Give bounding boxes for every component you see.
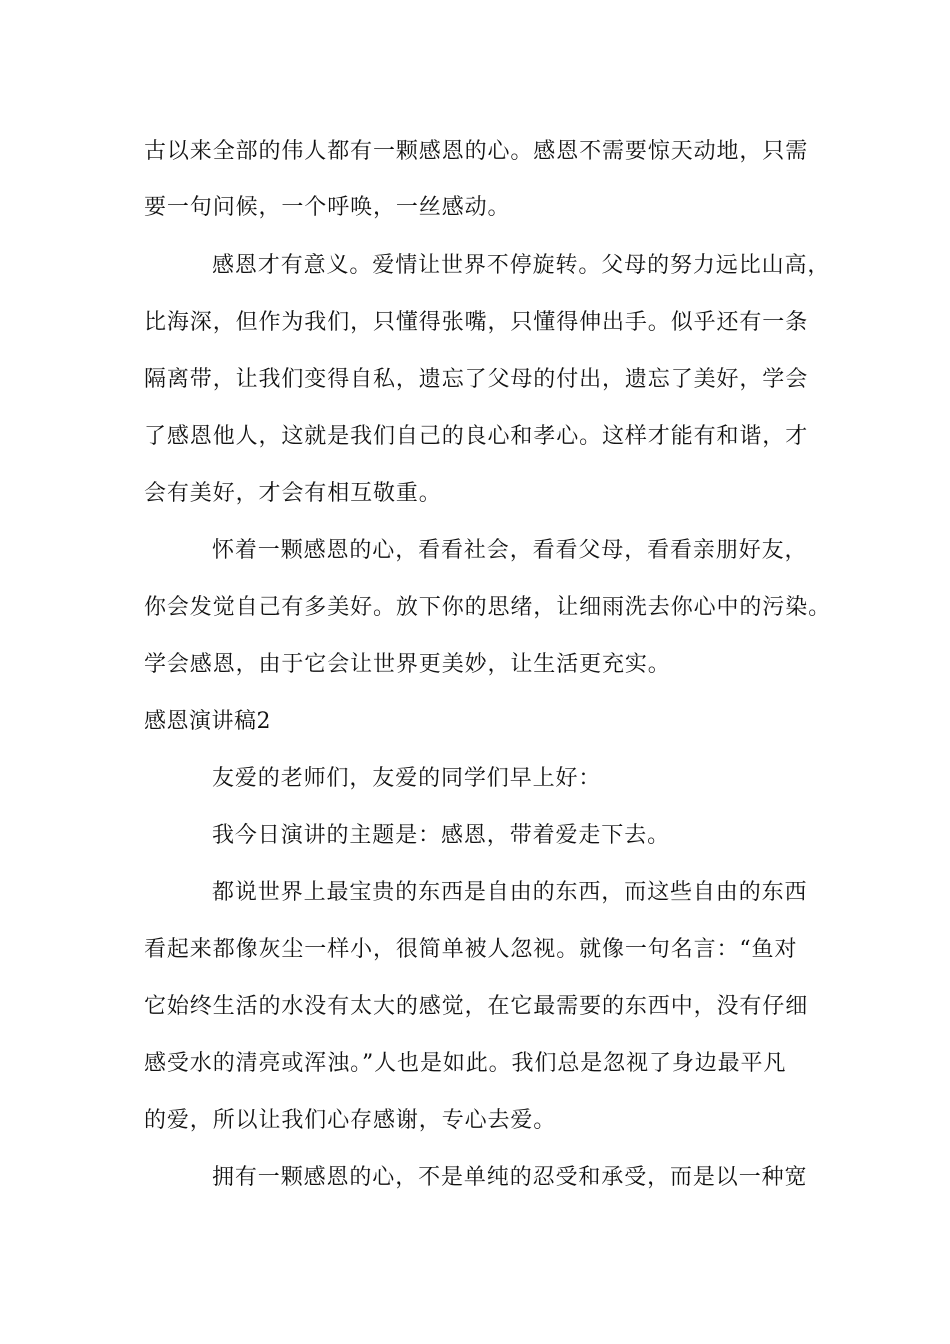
text-line: 古以来全部的伟人都有一颗感恩的心。感恩不需要惊天动地，只需 — [144, 139, 809, 164]
text-line: 隔离带，让我们变得自私，遗忘了父母的付出，遗忘了美好，学会 — [144, 367, 809, 392]
text-line: 了感恩他人，这就是我们自己的良心和孝心。这样才能有和谐，才 — [144, 424, 809, 449]
text-line: 它始终生活的水没有太大的感觉，在它最需要的东西中，没有仔细 — [144, 994, 809, 1019]
paragraph-first-line: 感恩才有意义。爱情让世界不停旋转。父母的努力远比山高， — [212, 253, 831, 278]
paragraph-first-line: 我今日演讲的主题是：感恩，带着爱走下去。 — [212, 823, 671, 848]
text-line: 看起来都像灰尘一样小，很简单被人忽视。就像一句名言：“鱼对 — [144, 937, 798, 962]
paragraph-first-line: 怀着一颗感恩的心，看看社会，看看父母，看看亲朋好友， — [212, 538, 808, 563]
section-heading: 感恩演讲稿2 — [144, 709, 271, 734]
text-line: 比海深，但作为我们，只懂得张嘴，只懂得伸出手。似乎还有一条 — [144, 310, 809, 335]
text-line: 学会感恩，由于它会让世界更美妙，让生活更充实。 — [144, 652, 671, 677]
text-line: 会有美好，才会有相互敬重。 — [144, 481, 442, 506]
text-line: 要一句问候，一个呼唤，一丝感动。 — [144, 195, 511, 220]
text-line: 的爱，所以让我们心存感谢，专心去爱。 — [144, 1108, 557, 1133]
text-line: 你会发觉自己有多美好。放下你的思绪，让细雨洗去你心中的污染。 — [144, 595, 832, 620]
greeting-line: 友爱的老师们，友爱的同学们早上好： — [212, 766, 602, 791]
paragraph-first-line: 拥有一颗感恩的心，不是单纯的忍受和承受，而是以一种宽 — [212, 1165, 808, 1190]
text-line: 感受水的清亮或浑浊。”人也是如此。我们总是忽视了身边最平凡 — [144, 1051, 787, 1076]
paragraph-first-line: 都说世界上最宝贵的东西是自由的东西，而这些自由的东西 — [212, 880, 808, 905]
